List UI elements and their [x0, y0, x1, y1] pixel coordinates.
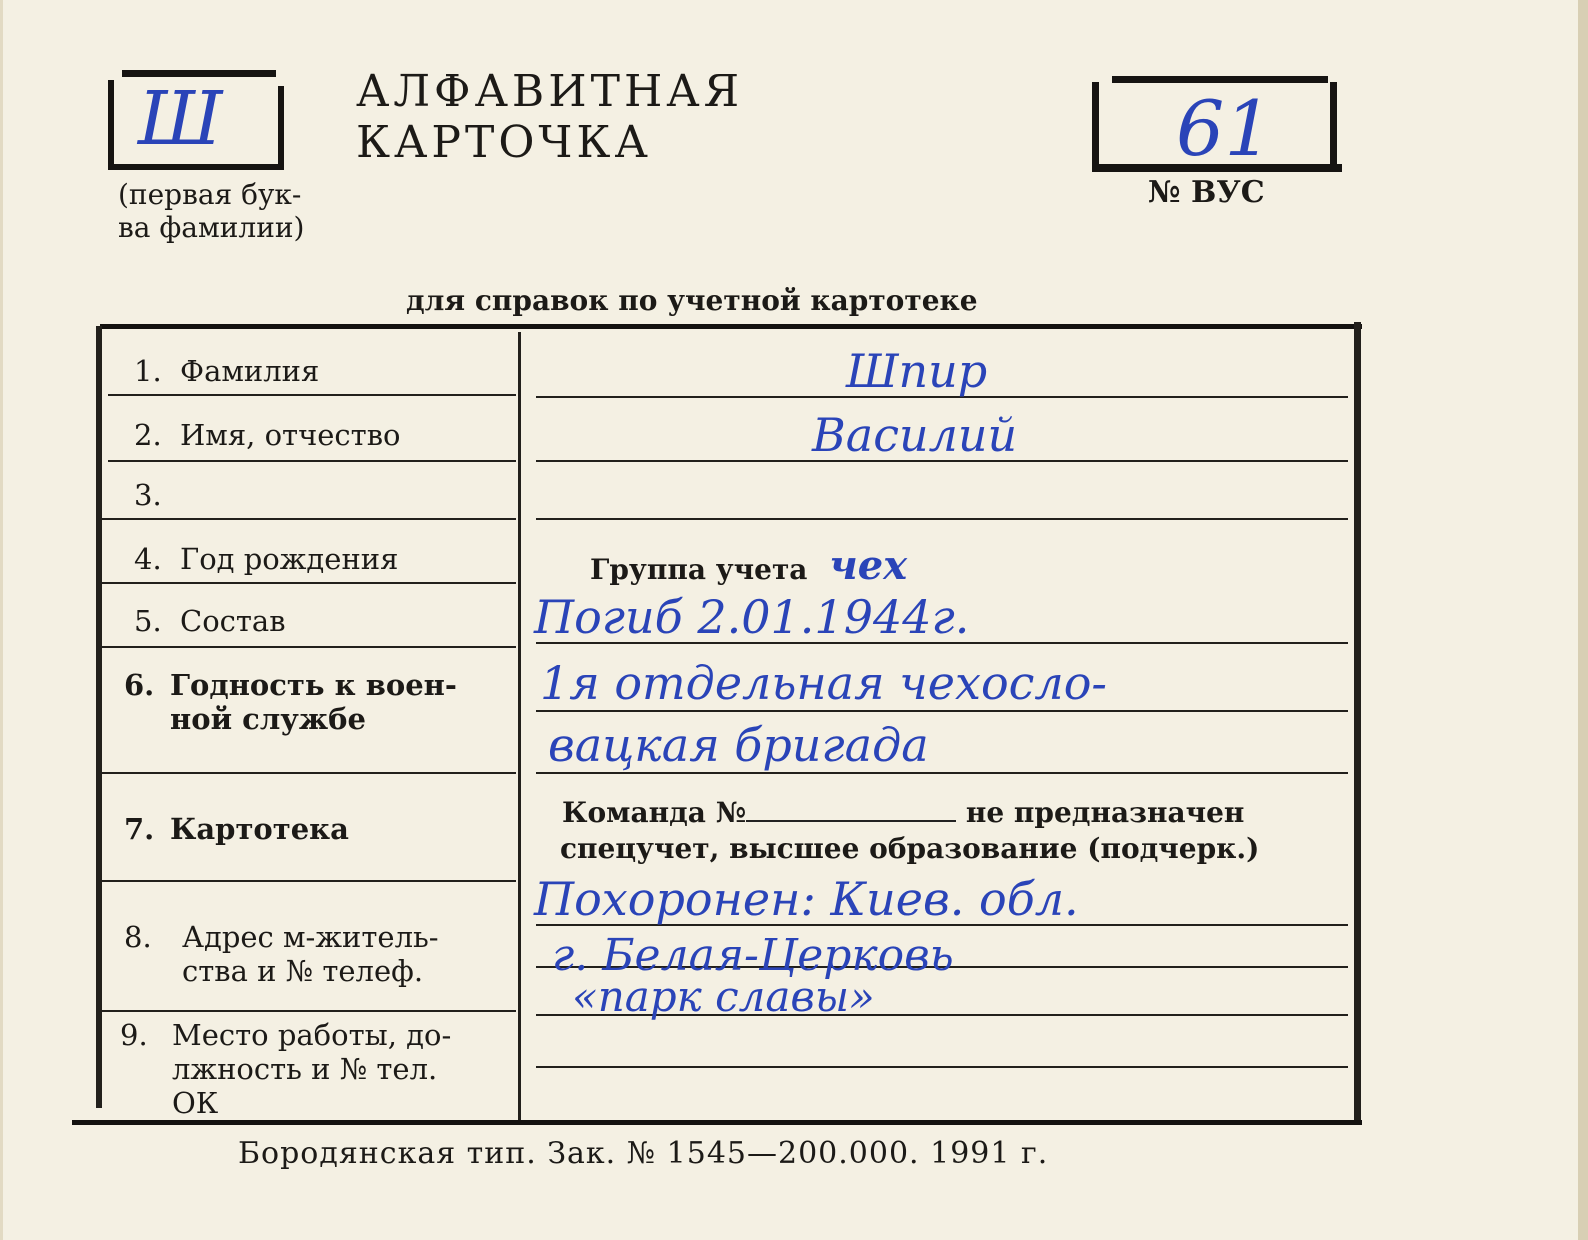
value-line [536, 1066, 1348, 1068]
printer-footer: Бородянская тип. Зак. № 1545—200.000. 1991 г. [238, 1136, 1049, 1171]
row-line [102, 880, 516, 882]
table-column-divider [518, 332, 521, 1122]
burial-line3-handwritten: «парк славы» [572, 972, 875, 1021]
burial-line1-handwritten: Похоронен: Киев. обл. [534, 872, 1079, 926]
table-left-border [96, 326, 102, 1108]
table-right-border [1354, 322, 1361, 1122]
vus-label: № ВУС [1148, 175, 1265, 210]
row-4-label: 4. Год рождения [134, 542, 399, 576]
card-edge-left [0, 0, 3, 1240]
row-line [108, 394, 516, 396]
first-letter-caption: (первая бук- ва фамилии) [118, 178, 305, 244]
value-line [536, 518, 1348, 520]
row-1-label: 1. Фамилия [134, 354, 320, 388]
team-line: Команда № не предназначен [562, 796, 1245, 829]
row-2-label: 2. Имя, отчество [134, 418, 401, 452]
burial-line2-handwritten: г. Белая-Церковь [552, 930, 954, 981]
given-name-handwritten: Василий [812, 408, 1018, 462]
row-8-label: 8. Адрес м-житель- ства и № телеф. [124, 920, 439, 988]
table-bottom-border [72, 1120, 1362, 1125]
special-record-line: спецучет, высшее образование (подчерк.) [560, 832, 1260, 865]
unit-line2-handwritten: вацкая бригада [548, 718, 929, 772]
row-line [102, 772, 516, 774]
accounting-group: Группа учета чех [590, 542, 908, 589]
row-line [102, 646, 516, 648]
row-7-label: 7. Картотека [124, 812, 349, 846]
card-edge-right [1578, 0, 1588, 1240]
row-line [102, 582, 516, 584]
row-9-label: 9. Место работы, до- лжность и № тел. ОК [120, 1018, 452, 1120]
row-line [108, 460, 516, 462]
row-6-label: 6. Годность к воен- ной службе [124, 668, 457, 736]
row-5-label: 5. Состав [134, 604, 286, 638]
first-letter-handwritten: Ш [138, 76, 223, 162]
row-line [102, 1010, 516, 1012]
vus-number-handwritten: 61 [1176, 84, 1273, 173]
unit-line1-handwritten: 1я отдельная чехосло- [540, 656, 1107, 710]
surname-handwritten: Шпир [846, 344, 988, 398]
row-line [102, 518, 516, 520]
status-handwritten: Погиб 2.01.1944г. [534, 590, 970, 644]
row-3-label: 3. [134, 478, 162, 512]
table-top-border [100, 324, 1362, 329]
value-line [536, 710, 1348, 712]
value-line [536, 772, 1348, 774]
card-title: АЛФАВИТНАЯ КАРТОЧКА [356, 66, 744, 168]
card-subtitle: для справок по учетной картотеке [406, 284, 978, 317]
